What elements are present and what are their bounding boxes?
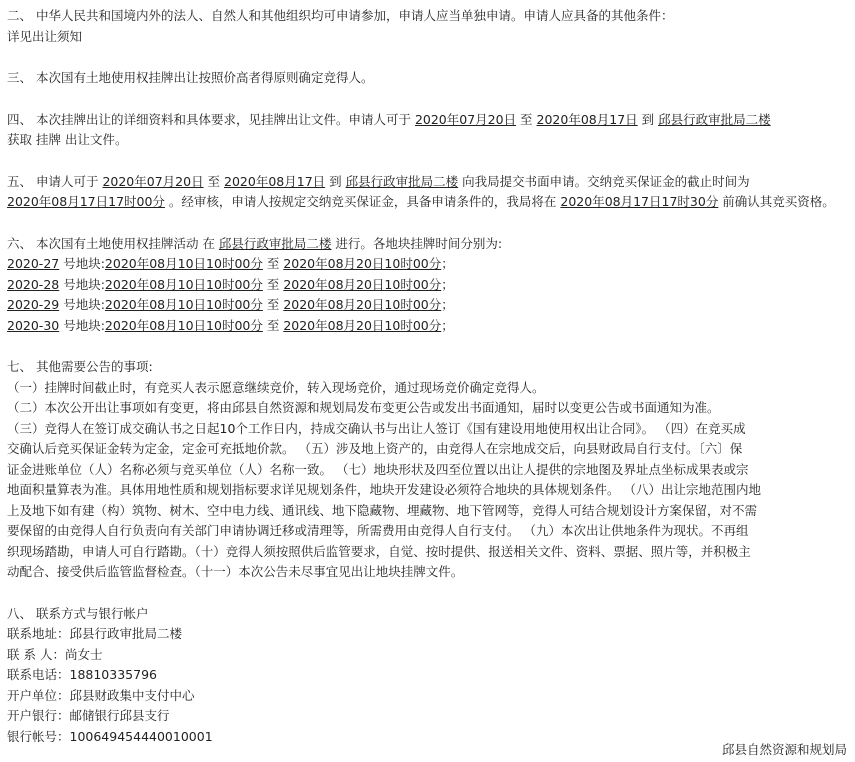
confirm-time-link[interactable]: 2020年08月17日17时30分 bbox=[560, 194, 719, 209]
parcel-id-link[interactable]: 2020-28 bbox=[7, 276, 60, 292]
section-7-line: 要保留的由竞得人自行负责向有关部门申请协调迁移或清理等，所需费用由竞得人自行支付。 （九）本次出让供地条件为现状。不再组 bbox=[7, 523, 749, 538]
section-2-line-1: 二、 中华人民共和国境内外的法人、自然人和其他组织均可申请参加，申请人应当单独申请。申请人应具备的其他条件： bbox=[7, 8, 674, 23]
text-span: 号地块: bbox=[59, 297, 105, 312]
section-6 bbox=[7, 234, 849, 255]
section-7-line: 证金进账单位（人）名称必须与竞买单位（人）名称一致。 （七）地块形状及四至位置以出让人提供的宗地图及界址点坐标成果表或宗 bbox=[7, 461, 749, 477]
text-span: 到 bbox=[637, 111, 659, 127]
text-span: 至 bbox=[262, 297, 284, 312]
section-7-line: （一）挂牌时间截止时，有竞买人表示愿意继续竞价，转入现场竞价，通过现场竞价确定竞得人。 bbox=[7, 379, 545, 395]
place-link[interactable]: 邱县行政审批局二楼 bbox=[658, 111, 771, 127]
section-7-line: （二）本次公开出让事项如有变更，将由邱县自然资源和规划局发布变更公告或发出书面通知，届时以变更公告或书面通知为准。 bbox=[7, 400, 720, 415]
text-span: 。经审核，申请人按规定交纳竞买保证金，具备申请条件的，我局将在 bbox=[164, 194, 561, 209]
parcel-row-2 bbox=[7, 275, 849, 296]
section-7-line: 地面积量算表为准。具体用地性质和规划指标要求详见规划条件，地块开发建设必须符合地块的具体规划条件。 （八）出让宗地范围内地 bbox=[7, 482, 761, 497]
parcel-row-1 bbox=[7, 254, 849, 275]
text-span: 到 bbox=[325, 173, 346, 189]
start-time-link[interactable]: 2020年08月10日10时00分 bbox=[104, 297, 263, 312]
end-time-link[interactable]: 2020年08月20日10时00分 bbox=[283, 256, 442, 271]
account-holder: 开户单位：邱县财政集中支付中心 bbox=[7, 687, 195, 703]
text-span: 五、 申请人可于 bbox=[7, 173, 103, 189]
section-5 bbox=[7, 172, 849, 213]
text-span: 号地块: bbox=[59, 317, 105, 333]
date-link[interactable]: 2020年07月20日 bbox=[414, 111, 517, 127]
end-time-link[interactable]: 2020年08月20日10时00分 bbox=[283, 297, 442, 312]
section-7-line: 织现场踏勘，申请人可自行踏勘。（十）竞得人须按照供后监管要求，自觉、按时提供、报送相关文件、资料、票据、照片等，并积极主 bbox=[7, 543, 751, 559]
parcel-id-link[interactable]: 2020-30 bbox=[7, 317, 60, 333]
bank-account-number: 银行帐号：100649454440010001 bbox=[7, 728, 213, 744]
text-span: ； bbox=[441, 256, 454, 271]
section-4 bbox=[7, 110, 849, 151]
contact-phone: 联系电话：18810335796 bbox=[7, 667, 157, 682]
text-span: 号地块: bbox=[59, 256, 105, 271]
section-7-line: 上及地下如有建（构）筑物、树木、空中电力线、通讯线、地下隐藏物、埋藏物、地下管网等，竞得人可结合规划设计方案保留，对不需 bbox=[7, 502, 758, 518]
text-span: 至 bbox=[262, 256, 284, 271]
text-span: 号地块: bbox=[59, 276, 105, 292]
place-link[interactable]: 邱县行政审批局二楼 bbox=[345, 173, 459, 189]
start-time-link[interactable]: 2020年08月10日10时00分 bbox=[104, 317, 263, 333]
end-time-link[interactable]: 2020年08月20日10时00分 bbox=[283, 276, 442, 292]
section-7-line: 动配合、接受供后监管监督检查。（十一）本次公告未尽事宜见出让地块挂牌文件。 bbox=[7, 564, 464, 579]
text-span: 六、 本次国有土地使用权挂牌活动 在 bbox=[7, 235, 219, 251]
text-span: ； bbox=[441, 317, 454, 333]
text-span: 至 bbox=[262, 276, 284, 292]
text-span: 至 bbox=[516, 111, 537, 127]
parcel-id-link[interactable]: 2020-29 bbox=[7, 297, 60, 312]
deadline-link[interactable]: 2020年08月17日17时00分 bbox=[7, 194, 165, 209]
text-span: 至 bbox=[203, 173, 225, 189]
section-7-heading: 七、 其他需要公告的事项: bbox=[7, 359, 153, 374]
parcel-row-4 bbox=[7, 316, 849, 337]
place-link[interactable]: 邱县行政审批局二楼 bbox=[218, 235, 332, 251]
date-link[interactable]: 2020年08月17日 bbox=[536, 111, 638, 127]
text-span: 前确认其竞买资格。 bbox=[718, 194, 835, 209]
section-8-heading: 八、 联系方式与银行帐户 bbox=[7, 605, 149, 621]
section-7-line: 交确认后竞买保证金转为定金，定金可充抵地价款。 （五）涉及地上资产的，由竞得人在宗地成交后，向县财政局自行支付。〔六〕保 bbox=[7, 441, 743, 456]
contact-person: 联 系 人：尚女士 bbox=[7, 646, 103, 662]
text-span: 进行。各地块挂牌时间分别为: bbox=[331, 235, 503, 251]
section-2-line-2: 详见出让须知 bbox=[7, 28, 83, 44]
end-time-link[interactable]: 2020年08月20日10时00分 bbox=[283, 317, 442, 333]
text-span: 向我局提交书面申请。交纳竞买保证金的截止时间为 bbox=[458, 173, 750, 189]
contact-address: 联系地址：邱县行政审批局二楼 bbox=[7, 626, 183, 641]
parcel-row-3 bbox=[7, 295, 849, 316]
text-span: 至 bbox=[262, 317, 284, 333]
start-time-link[interactable]: 2020年08月10日10时00分 bbox=[104, 276, 263, 292]
date-link[interactable]: 2020年07月20日 bbox=[102, 173, 204, 189]
text-span: ； bbox=[441, 276, 454, 292]
section-7-line: （三）竞得人在签订成交确认书之日起10个工作日内，持成交确认书与出让人签订《国有建设用地使用权出让合同》。 （四）在竞买成 bbox=[7, 420, 746, 436]
text-span: 四、 本次挂牌出让的详细资料和具体要求，见挂牌出让文件。申请人可于 bbox=[7, 111, 415, 127]
start-time-link[interactable]: 2020年08月10日10时00分 bbox=[104, 256, 263, 271]
text-span: 获取 挂牌 出让文件。 bbox=[7, 132, 128, 147]
date-link[interactable]: 2020年08月17日 bbox=[224, 173, 326, 189]
section-3: 三、 本次国有土地使用权挂牌出让按照价高者得原则确定竞得人。 bbox=[7, 70, 374, 85]
text-span: ； bbox=[441, 297, 454, 312]
parcel-id-link[interactable]: 2020-27 bbox=[7, 256, 60, 271]
bank-name: 开户银行：邮储银行邱县支行 bbox=[7, 708, 170, 723]
issuer-signature: 邱县自然资源和规划局 bbox=[721, 742, 847, 757]
